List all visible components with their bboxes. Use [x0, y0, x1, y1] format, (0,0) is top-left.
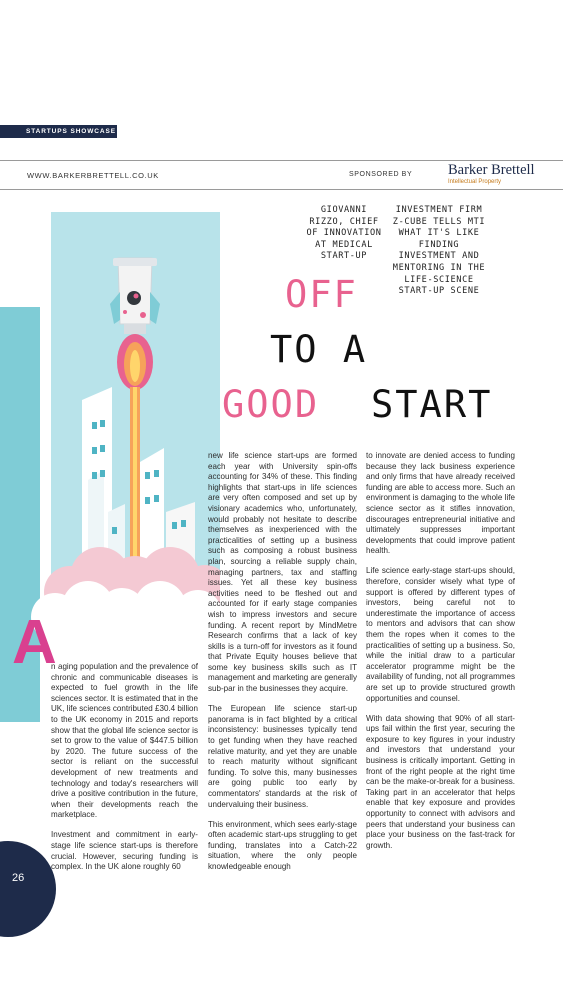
sponsor-logo-name: Barker Brettell [448, 162, 535, 178]
article-column-1 [51, 662, 198, 882]
standfirst-right: INVESTMENT FIRM Z-CUBE TELLS MTI WHAT IT'S LIKE FINDING INVESTMENT AND MENTORING IN THE LIFE-SCIENCE START-UP SCENE [392, 205, 486, 297]
website-url[interactable]: WWW.BARKERBRETTELL.CO.UK [27, 171, 159, 180]
article-column-3 [366, 451, 515, 861]
standfirst-left: GIOVANNI RIZZO, CHIEF OF INNOVATION AT MEDICAL START-UP [306, 205, 382, 262]
paragraph: With data showing that 90% of all start-ups fail within the first year, securing the exposure to key figures in your industry and investors that understand your business is critically important. Getting in front of the right people at the right time can be the make-or-break for a business. Taking part in an accelerator that helps enable that key exposure and provides opportunity to connect with advisors and peers that understand your business can place your business on the fast-track for growth. [366, 713, 515, 850]
paragraph: This environment, which sees early-stage often academic start-ups struggling to get funding, translates into a Catch-22 situation, where the only people knowledgeable enough [208, 819, 357, 871]
drop-cap: A [12, 608, 57, 677]
paragraph: new life science start-ups are formed each year with University spin-offs accounting for 34% of these. This finding highlights that start-ups in life sciences are very often composed and set up by visionary academics who, unfortunately, would probably not hesitate to describe themselves as inexperienced with the practicalities of setting up a business such as composing a robust business plan, sourcing a reliable supply chain, managing partners, tax and staffing issues. Yet all these key business activities need to be fleshed out and accounted for if early stage companies wish to impress investors and secure funding. A recent report by MindMetre Research confirms that a lack of key skills is a turn-off for investors as it found that Private Equity houses believe that some key business skills such as IT management and marketing are generally sub-par in the businesses they acquire. [208, 451, 357, 694]
paragraph: Life science early-stage start-ups should, therefore, consider wisely what type of support is offered by different types of investors, being careful not to underestimate the importance of access to mentors and advisors that can show them the ropes when it comes to the practicalities of setting up a business. So, while the initial draw to a particular accelerator programme might be the availability of funding, not all programmes are set up to provide structured growth opportunities and counsel. [366, 566, 515, 703]
headline-word-off: OFF [285, 273, 358, 316]
page-number-badge [0, 841, 56, 937]
sponsor-logo-tagline: Intellectual Property [448, 179, 502, 185]
headline-word-good: GOOD [222, 383, 320, 426]
article-column-2 [208, 451, 357, 882]
section-label: STARTUPS SHOWCASE [0, 125, 117, 138]
paragraph: The European life science start-up panorama is in fact blighted by a critical inconsistency: businesses typically tend to get funding when they have reached relative maturity, and yet they are unable to reach maturity without significant funding. To solve this, many businesses are going public too early by commentators' standards at the risk of undervaluing their business. [208, 704, 357, 809]
page-number: 26 [12, 872, 25, 884]
header-bottom-rule [0, 189, 563, 190]
paragraph: to innovate are denied access to funding because they lack business experience and only firms that have already received funding are able to access more. Such an environment is damaging to the whole life science sector as it stifles innovation, discourages entrepreneurial initiative and ultimately suppresses important developments that could improve patient health. [366, 451, 515, 556]
header-top-rule [0, 160, 563, 161]
paragraph: n aging population and the prevalence of chronic and communicable diseases is expected to fuel growth in the life sciences sector. It is estimated that in the UK, life sciences contributed £30.4 billion to the UK economy in 2015 and reports show that the global life science sector is set to grow to the value of $447.5 billion by 2020. The future success of the sector is reliant on the successful development of new treatments and technology and today's researchers will drive a positive contribution in the future, when their developments reach the marketplace. [51, 662, 198, 820]
paragraph: Investment and commitment in early-stage life science start-ups is therefore crucial. However, securing funding is complex. In the UK alone roughly 60 [51, 830, 198, 872]
headline-word-to-a: TO A [270, 328, 368, 371]
sponsored-by-label: SPONSORED BY [349, 171, 413, 178]
headline-word-start: START [371, 383, 493, 426]
sponsor-logo [448, 163, 548, 187]
